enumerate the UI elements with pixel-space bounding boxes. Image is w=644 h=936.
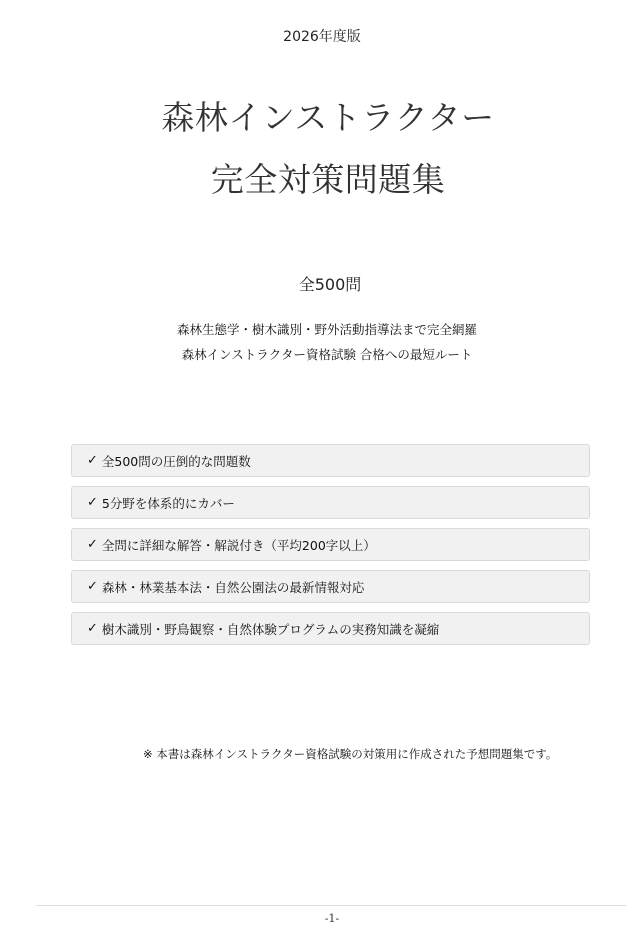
feature-item [71,444,590,477]
feature-item [71,486,590,519]
footer-divider [36,905,626,906]
feature-text: 5分野を体系的にカバー [101,495,235,511]
page-number: -1- [324,912,340,925]
check-icon: ✓ [87,537,98,552]
feature-item [71,612,590,645]
feature-item [71,528,590,561]
feature-text: 全問に詳細な解答・解説付き（平均200字以上） [101,537,376,553]
feature-text: 全500問の圧倒的な問題数 [101,453,251,469]
subtitle-line-2: 森林インストラクター資格試験 合格への最短ルート [181,347,473,362]
check-icon: ✓ [87,453,98,468]
feature-text: 樹木識別・野鳥観察・自然体験プログラムの実務知識を凝縮 [101,621,440,637]
check-icon: ✓ [87,579,98,594]
feature-text: 森林・林業基本法・自然公園法の最新情報対応 [101,579,365,595]
check-icon: ✓ [87,495,98,510]
subtitle-line-1: 森林生態学・樹木識別・野外活動指導法まで完全網羅 [176,322,477,337]
check-icon: ✓ [87,621,98,636]
feature-list [71,444,590,654]
disclaimer-note: ※ 本書は森林インストラクター資格試験の対策用に作成された予想問題集です。 [143,747,558,761]
feature-item [71,570,590,603]
question-count: 全500問 [298,275,362,294]
edition-label: 2026年度版 [283,29,361,45]
title-line-2: 完全対策問題集 [210,160,446,199]
title-line-1: 森林インストラクター [161,98,495,137]
